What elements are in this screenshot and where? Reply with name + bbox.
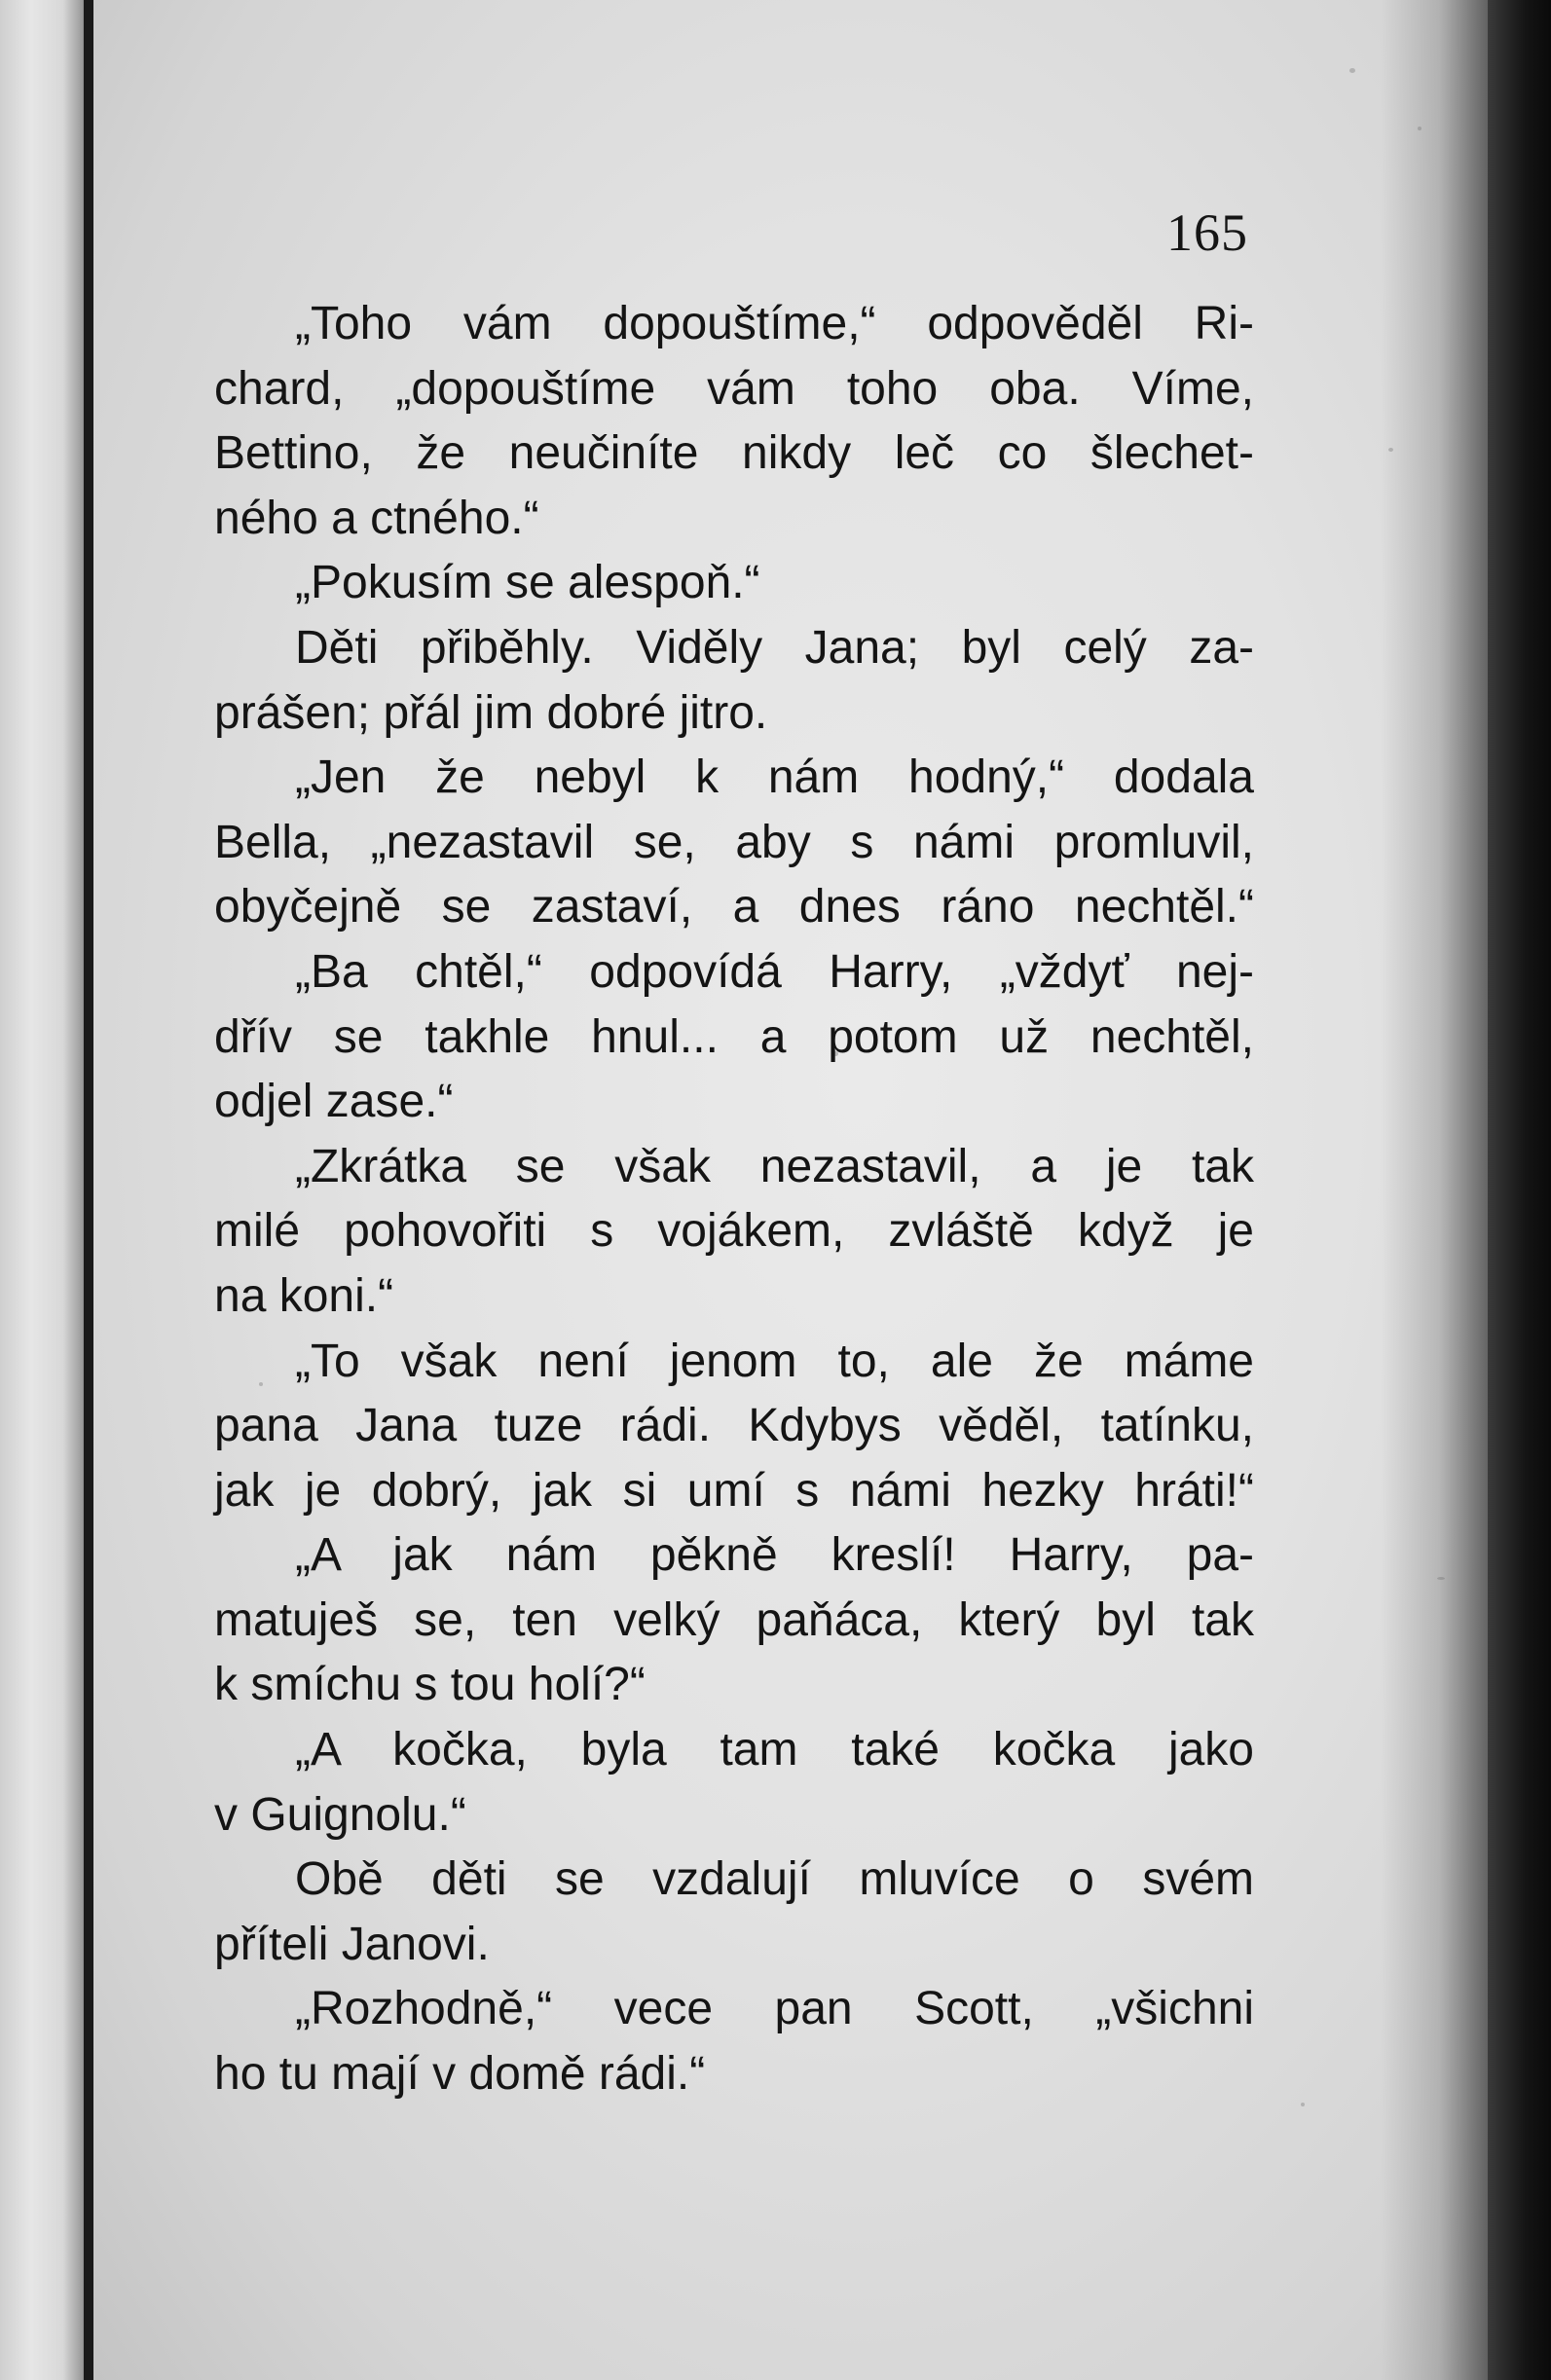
text-line: „A kočka, byla tam také kočka jako bbox=[295, 1724, 1254, 1776]
text-line: milé pohovořiti s vojákem, zvláště když je bbox=[214, 1205, 1254, 1258]
text-line: Děti přiběhly. Viděly Jana; byl celý za- bbox=[295, 621, 1254, 674]
text-line: „To však není jenom to, ale že máme bbox=[295, 1335, 1254, 1387]
paper-speck bbox=[1437, 1577, 1445, 1580]
text-line: „Rozhodně,“ vece pan Scott, „všichni bbox=[295, 1983, 1254, 2035]
text-line: „A jak nám pěkně kreslí! Harry, pa- bbox=[295, 1529, 1254, 1582]
body-text bbox=[214, 292, 1254, 2107]
page-number: 165 bbox=[1166, 203, 1248, 262]
text-line: „Jen že nebyl k nám hodný,“ dodala bbox=[295, 751, 1254, 804]
text-line: příteli Janovi. bbox=[214, 1918, 490, 1970]
right-page-edge bbox=[1488, 0, 1551, 2380]
text-line: pana Jana tuze rádi. Kdybys věděl, tatínku, bbox=[214, 1400, 1254, 1452]
text-line: matuješ se, ten velký paňáca, který byl tak bbox=[214, 1593, 1254, 1646]
text-line: jak je dobrý, jak si umí s námi hezky hráti!“ bbox=[214, 1464, 1254, 1517]
text-line: v Guignolu.“ bbox=[214, 1788, 466, 1841]
text-line: Obě děti se vzdalují mluvíce o svém bbox=[295, 1853, 1254, 1906]
text-line: prášen; přál jim dobré jitro. bbox=[214, 686, 768, 739]
text-line: ho tu mají v domě rádi.“ bbox=[214, 2048, 706, 2101]
paper-speck bbox=[1388, 448, 1393, 452]
text-line: ného a ctného.“ bbox=[214, 492, 539, 544]
text-line: Bella, „nezastavil se, aby s námi promluvil, bbox=[214, 816, 1254, 868]
text-line: odjel zase.“ bbox=[214, 1076, 454, 1128]
text-line: Bettino, že neučiníte nikdy leč co šlechet- bbox=[214, 427, 1254, 480]
text-line: chard, „dopouštíme vám toho oba. Víme, bbox=[214, 362, 1254, 415]
text-line: na koni.“ bbox=[214, 1269, 394, 1322]
paper-speck bbox=[1301, 2103, 1305, 2106]
text-line: k smíchu s tou holí?“ bbox=[214, 1659, 646, 1711]
text-line: dřív se takhle hnul... a potom už nechtěl, bbox=[214, 1010, 1254, 1063]
text-line: „Ba chtěl,“ odpovídá Harry, „vždyť nej- bbox=[295, 945, 1254, 998]
paper-speck bbox=[1418, 127, 1422, 130]
text-line: „Zkrátka se však nezastavil, a je tak bbox=[295, 1140, 1254, 1192]
paper-speck bbox=[1349, 68, 1355, 73]
page-gutter-shadow bbox=[84, 0, 93, 2380]
text-line: obyčejně se zastaví, a dnes ráno nechtěl.“ bbox=[214, 881, 1254, 934]
text-line: „Pokusím se alespoň.“ bbox=[295, 557, 760, 609]
text-line: „Toho vám dopouštíme,“ odpověděl Ri- bbox=[295, 298, 1254, 349]
left-margin-strip bbox=[0, 0, 90, 2380]
